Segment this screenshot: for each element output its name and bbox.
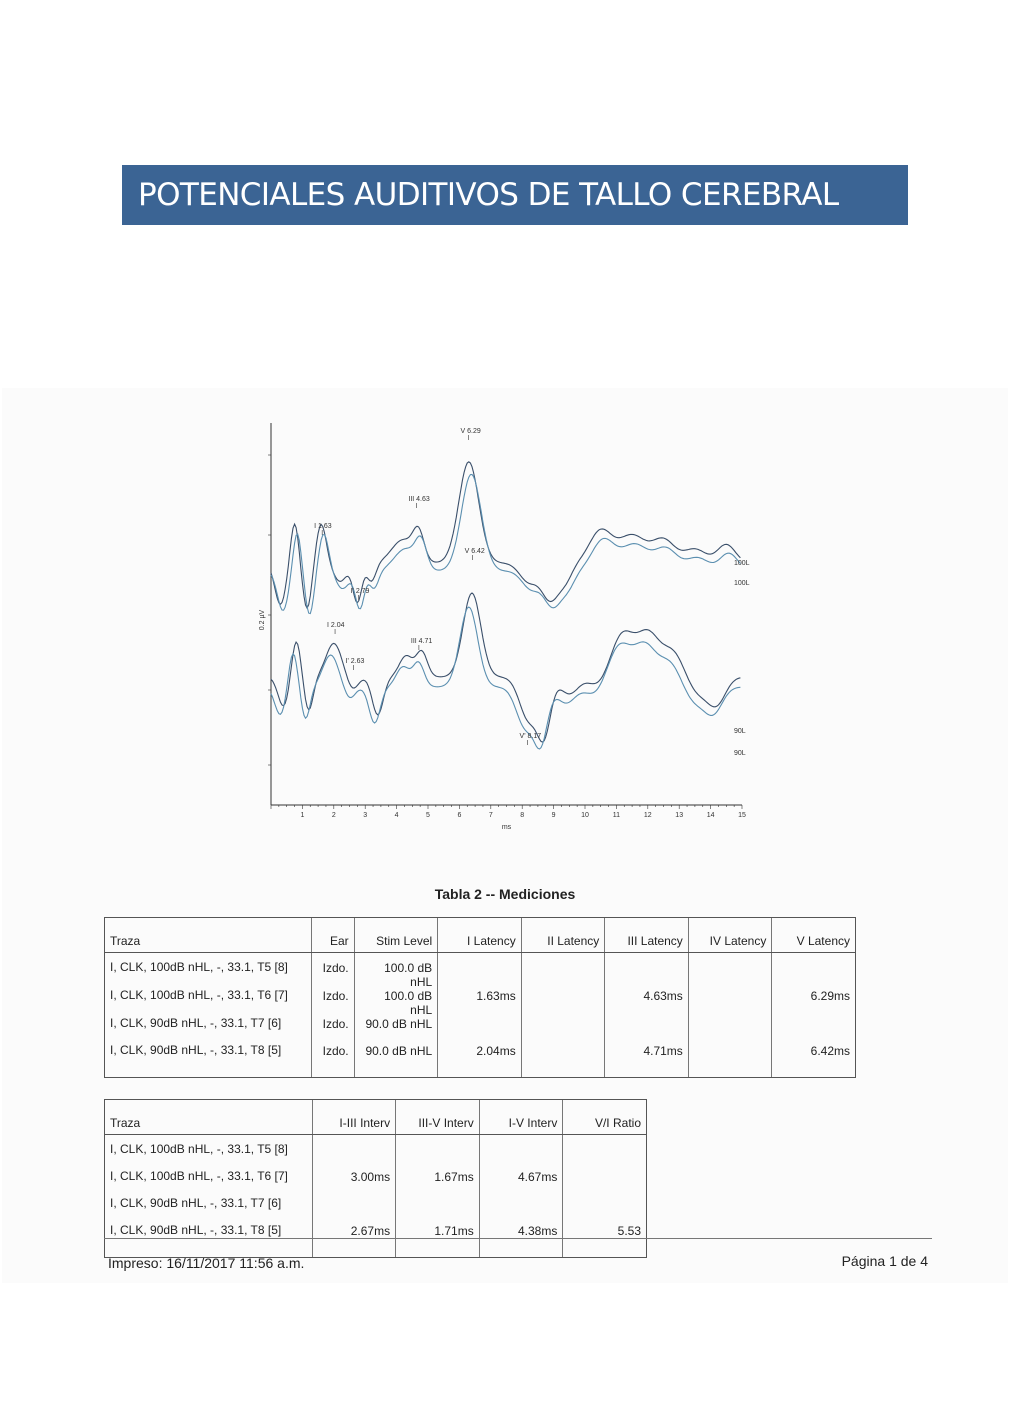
trace-cell: I, CLK, 100dB nHL, -, 33.1, T5 [8] [105,1135,313,1171]
trace-cell: I, CLK, 100dB nHL, -, 33.1, T6 [7] [105,1170,313,1197]
column-header: II Latency [521,918,605,953]
value-cell: 90.0 dB nHL [354,1017,438,1044]
trace-cell: I, CLK, 90dB nHL, -, 33.1, T7 [6] [105,1197,313,1224]
value-cell: 1.63ms [438,989,522,1017]
value-cell [605,1017,689,1044]
x-tick-label: 3 [363,812,368,819]
series-label: 90L [734,750,746,757]
printed-date: Impreso: 16/11/2017 11:56 a.m. [108,1255,305,1271]
value-cell: 1.71ms [396,1224,480,1258]
x-tick-label: 6 [457,812,462,819]
column-header: V/I Ratio [563,1100,647,1135]
x-tick-label: 12 [643,812,652,819]
value-cell: 6.29ms [772,989,856,1017]
value-cell: 2.04ms [438,1044,522,1078]
series-label: 100L [734,580,750,587]
value-cell: 4.71ms [605,1044,689,1078]
trace-100l-a [271,462,740,608]
x-tick-label: 15 [738,812,746,819]
peak-label: I 2.04 [327,622,345,629]
column-header: Stim Level [354,918,438,953]
value-cell: 4.63ms [605,989,689,1017]
value-cell [772,953,856,990]
peak-label: I' 2.63 [345,658,365,665]
trace-cell: I, CLK, 90dB nHL, -, 33.1, T8 [5] [105,1224,313,1258]
value-cell: 100.0 dB nHL [354,953,438,990]
column-header: Traza [105,1100,313,1135]
column-header: IV Latency [688,918,772,953]
value-cell: 6.42ms [772,1044,856,1078]
value-cell [312,1197,396,1224]
value-cell [312,1135,396,1171]
value-cell [605,953,689,990]
trace-90l-a [271,593,740,742]
table-row [105,1197,647,1224]
value-cell [688,1044,772,1078]
x-tick-label: 11 [612,812,621,819]
x-tick-label: 10 [581,812,589,819]
intervals-table [104,1099,647,1258]
value-cell [521,1044,605,1078]
title-banner [122,165,908,225]
value-cell [438,953,522,990]
table-row [105,989,856,1017]
value-cell [479,1197,563,1224]
value-cell: Izdo. [312,989,354,1017]
column-header: V Latency [772,918,856,953]
value-cell [563,1170,647,1197]
value-cell: 2.67ms [312,1224,396,1258]
column-header: III-V Interv [396,1100,480,1135]
peak-label: I' 2.79 [350,588,370,595]
value-cell [521,1017,605,1044]
x-tick-label: 7 [488,812,493,819]
trace-cell: I, CLK, 90dB nHL, -, 33.1, T7 [6] [105,1017,312,1044]
peak-label: I 1.63 [314,523,332,530]
table-row [105,1135,647,1171]
value-cell [688,1017,772,1044]
value-cell: Izdo. [312,1044,354,1078]
column-header: Traza [105,918,312,953]
value-cell [688,953,772,990]
document-title: POTENCIALES AUDITIVOS DE TALLO CEREBRAL [138,177,839,213]
column-header: I Latency [438,918,522,953]
value-cell [479,1135,563,1171]
x-tick-label: 1 [300,812,305,819]
x-tick-label: 9 [551,812,556,819]
table-row [105,1044,856,1078]
abr-waveform-chart [250,415,770,830]
value-cell [438,1017,522,1044]
series-label: 90L [734,728,746,735]
x-tick-label: 5 [426,812,430,819]
x-tick-label: 13 [675,812,684,819]
peak-label: V 6.29 [460,428,481,435]
value-cell [396,1135,480,1171]
column-header: Ear [312,918,354,953]
value-cell [563,1135,647,1171]
value-cell: 4.38ms [479,1224,563,1258]
x-axis-label: ms [501,824,512,830]
value-cell [563,1197,647,1224]
table-row [105,1224,647,1258]
peak-label: III 4.63 [408,496,430,503]
peak-label: V 6.42 [464,548,485,555]
trace-100l-b [271,474,740,613]
peak-label: V' 8.17 [519,733,542,740]
value-cell: 1.67ms [396,1170,480,1197]
chart-annotations [314,428,749,757]
y-axis-label: 0.2 µV [259,609,266,631]
table-row [105,1017,856,1044]
value-cell: Izdo. [312,1017,354,1044]
footer-divider [104,1238,932,1239]
value-cell: 5.53 [563,1224,647,1258]
x-tick-label: 4 [394,812,399,819]
table-row [105,953,856,990]
table-title: Tabla 2 -- Mediciones [434,886,576,902]
value-cell: 3.00ms [312,1170,396,1197]
series-label: 100L [734,560,750,567]
value-cell: 100.0 dB nHL [354,989,438,1017]
chart-traces [271,462,740,749]
value-cell [521,953,605,990]
trace-cell: I, CLK, 100dB nHL, -, 33.1, T5 [8] [105,953,312,990]
peak-label: III 4.71 [410,638,433,645]
value-cell [772,1017,856,1044]
value-cell: Izdo. [312,953,354,990]
value-cell [688,989,772,1017]
x-tick-label: 2 [331,812,336,819]
measurements-table [104,917,856,1078]
trace-cell: I, CLK, 90dB nHL, -, 33.1, T8 [5] [105,1044,312,1078]
x-tick-label: 14 [706,812,715,819]
column-header: III Latency [605,918,689,953]
page-number: Página 1 de 4 [841,1253,928,1269]
value-cell [521,989,605,1017]
table-row [105,1170,647,1197]
value-cell [396,1197,480,1224]
column-header: I-III Interv [312,1100,396,1135]
column-header: I-V Interv [479,1100,563,1135]
x-tick-label: 8 [520,812,525,819]
value-cell: 4.67ms [479,1170,563,1197]
trace-cell: I, CLK, 100dB nHL, -, 33.1, T6 [7] [105,989,312,1017]
value-cell: 90.0 dB nHL [354,1044,438,1078]
